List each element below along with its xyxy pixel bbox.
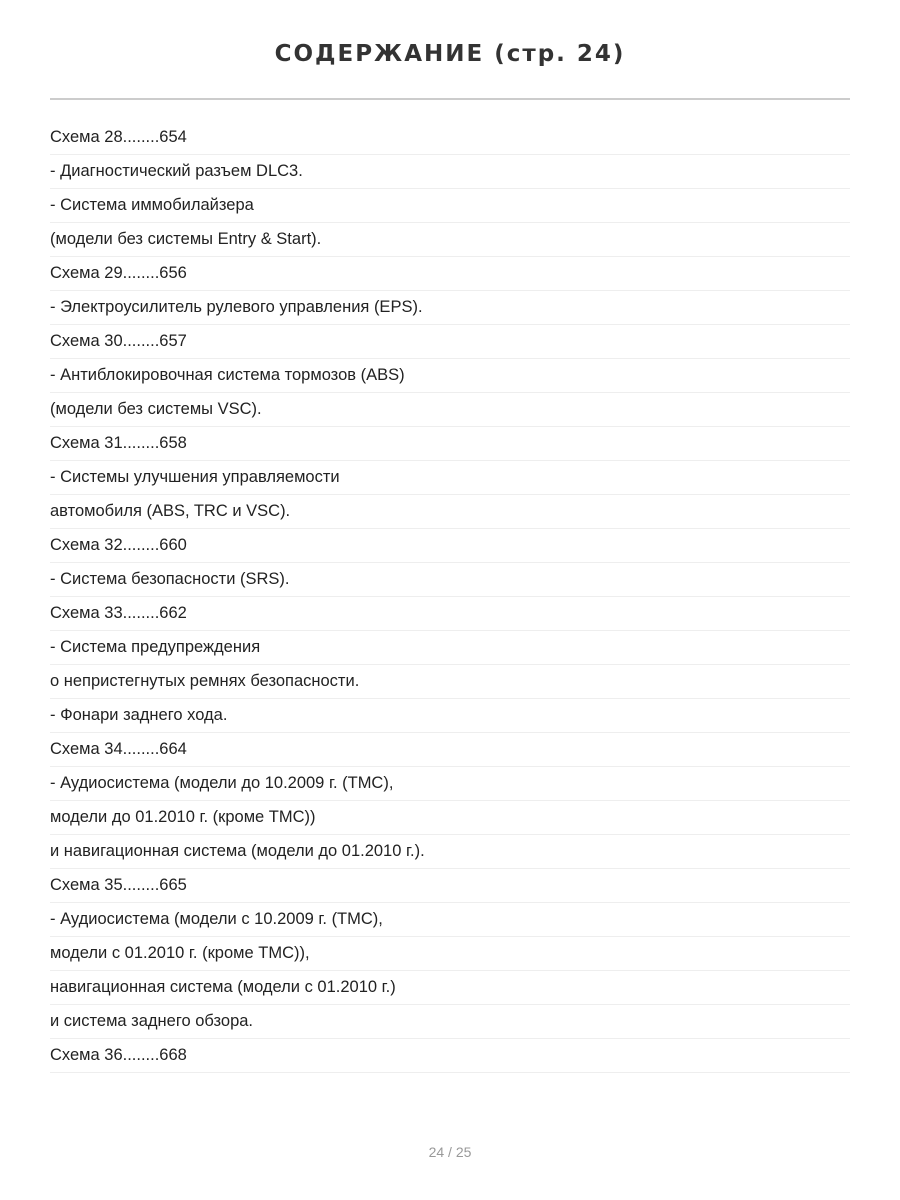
- toc-row: и система заднего обзора.: [50, 1005, 850, 1039]
- toc-row: - Фонари заднего хода.: [50, 699, 850, 733]
- toc-row-schema-28: Схема 28........654: [50, 121, 850, 155]
- toc-row: - Электроусилитель рулевого управления (EPS).: [50, 291, 850, 325]
- toc-row: - Системы улучшения управляемости: [50, 461, 850, 495]
- toc-row: навигационная система (модели с 01.2010 г.): [50, 971, 850, 1005]
- page-title: СОДЕРЖАНИЕ (стр. 24): [274, 41, 626, 67]
- page-indicator: 24 / 25: [428, 1144, 472, 1160]
- title-divider: [50, 98, 850, 100]
- toc-row: - Антиблокировочная система тормозов (ABS): [50, 359, 850, 393]
- toc-row-schema-36: Схема 36........668: [50, 1039, 850, 1073]
- toc-row: и навигационная система (модели до 01.2010 г.).: [50, 835, 850, 869]
- toc-row-schema-34: Схема 34........664: [50, 733, 850, 767]
- toc-row: - Система иммобилайзера: [50, 189, 850, 223]
- toc-row: о непристегнутых ремнях безопасности.: [50, 665, 850, 699]
- toc-row: (модели без системы VSC).: [50, 393, 850, 427]
- toc-row-schema-35: Схема 35........665: [50, 869, 850, 903]
- toc-row: - Диагностический разъем DLC3.: [50, 155, 850, 189]
- toc-row-schema-31: Схема 31........658: [50, 427, 850, 461]
- toc-row: (модели без системы Entry & Start).: [50, 223, 850, 257]
- toc-row-schema-33: Схема 33........662: [50, 597, 850, 631]
- toc-row-schema-30: Схема 30........657: [50, 325, 850, 359]
- table-of-contents: [50, 121, 850, 1073]
- toc-row: - Система безопасности (SRS).: [50, 563, 850, 597]
- toc-row: - Система предупреждения: [50, 631, 850, 665]
- toc-row: модели с 01.2010 г. (кроме TMC)),: [50, 937, 850, 971]
- toc-row-schema-32: Схема 32........660: [50, 529, 850, 563]
- toc-row: - Аудиосистема (модели до 10.2009 г. (TMC),: [50, 767, 850, 801]
- toc-row: модели до 01.2010 г. (кроме TMC)): [50, 801, 850, 835]
- toc-row: автомобиля (ABS, TRC и VSC).: [50, 495, 850, 529]
- toc-row-schema-29: Схема 29........656: [50, 257, 850, 291]
- toc-row: - Аудиосистема (модели с 10.2009 г. (TMC),: [50, 903, 850, 937]
